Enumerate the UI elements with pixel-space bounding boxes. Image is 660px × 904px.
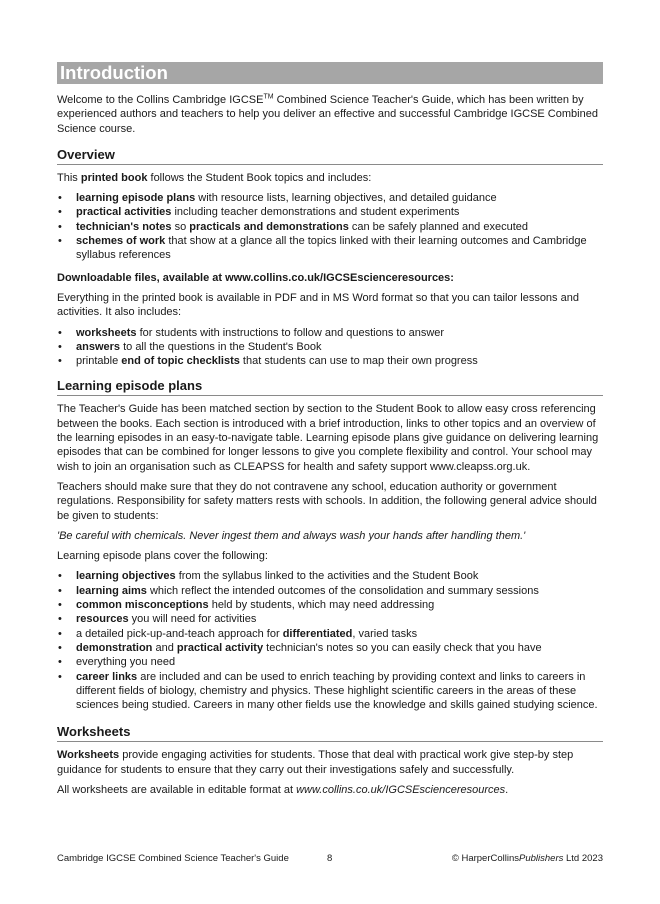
overview-lead: This printed book follows the Student Book topics and includes: xyxy=(57,171,372,184)
lep-paragraph-2: Teachers should make sure that they do not contravene any school, education authority or government regulations. Responsibility for safety matters rests with schools. In addition, the following general advice should be given to students: xyxy=(57,480,597,522)
list-item: • demonstration and practical activity technician's notes so you can easily check that you have xyxy=(57,641,603,655)
learning-episode-plans-heading: Learning episode plans xyxy=(57,378,603,396)
list-item: • answers to all the questions in the Student's Book xyxy=(57,340,603,354)
overview-list xyxy=(57,191,603,262)
list-item: • learning aims which reflect the intended outcomes of the consolidation and summary sessions xyxy=(57,584,603,598)
list-item: • learning episode plans with resource lists, learning objectives, and detailed guidance xyxy=(57,191,603,205)
list-item: • resources you will need for activities xyxy=(57,612,603,626)
title-bar xyxy=(57,62,603,84)
safety-quote: 'Be careful with chemicals. Never ingest them and always wash your hands after handling them.' xyxy=(57,529,526,542)
worksheets-paragraph-2: All worksheets are available in editable format at www.collins.co.uk/IGCSEscienceresources. xyxy=(57,783,509,796)
list-item: • common misconceptions held by students, which may need addressing xyxy=(57,598,603,612)
lep-list xyxy=(57,569,603,712)
page-footer xyxy=(57,853,603,865)
downloadable-text: Everything in the printed book is available in PDF and in MS Word format so that you can tailor lessons and activities. It also includes: xyxy=(57,291,579,319)
lep-cover-lead: Learning episode plans cover the following: xyxy=(57,550,268,563)
list-item: • career links are included and can be used to enrich teaching by providing context and links to careers in different fields of biology, chemistry and physics. These highlight scientific careers in the areas of these sciences being studied. Careers in many other fields use the knowledge and skills gained studying science. xyxy=(57,670,603,713)
resources-link[interactable]: www.collins.co.uk/IGCSEscienceresources xyxy=(296,783,506,796)
intro-paragraph: Welcome to the Collins Cambridge IGCSE™ Combined Science Teacher's Guide, which has been written by experienced authors and teachers to help you deliver an effective and successful Cambridge IGCSE Combined Science course. xyxy=(57,93,598,135)
page-title: Introduction xyxy=(60,62,168,83)
downloadable-heading: Downloadable files, available at www.collins.co.uk/IGCSEscienceresources: xyxy=(57,271,454,284)
list-item: • everything you need xyxy=(57,655,603,669)
list-item: • learning objectives from the syllabus linked to the activities and the Student Book xyxy=(57,569,603,583)
worksheets-paragraph-1: Worksheets provide engaging activities for students. Those that deal with practical work give step-by step guidance for students to ensure that they carry out their investigations safely and successfully. xyxy=(57,749,574,776)
list-item: • a detailed pick-up-and-teach approach for differentiated, varied tasks xyxy=(57,627,603,641)
worksheets-heading: Worksheets xyxy=(57,724,603,742)
list-item: • schemes of work that show at a glance all the topics linked with their learning outcomes and Cambridge syllabus references xyxy=(57,234,603,263)
page-content xyxy=(57,62,603,797)
footer-book-title: Cambridge IGCSE Combined Science Teacher's Guide xyxy=(57,853,289,864)
lep-paragraph-1: The Teacher's Guide has been matched section by section to the Student Book to allow easy cross referencing between the books. Each section is introduced with a brief introduction, links to other topics and an overview of the learning episodes in an easy-to-navigate table. Learning episode plans give guidance on delivering learning episodes that can be combined for longer lessons to give you complete flexibility and control. Your school may wish to join an organisation such as CLEAPSS for health and safety support www.cleapss.org.uk. xyxy=(57,403,599,473)
list-item: • worksheets for students with instructions to follow and questions to answer xyxy=(57,326,603,340)
list-item: • practical activities including teacher demonstrations and student experiments xyxy=(57,205,603,219)
page-number: 8 xyxy=(327,853,333,864)
downloadable-list xyxy=(57,326,603,369)
list-item: • technician's notes so practicals and demonstrations can be safely planned and executed xyxy=(57,220,603,234)
list-item: • printable end of topic checklists that students can use to map their own progress xyxy=(57,354,603,368)
footer-copyright: © HarperCollinsPublishers Ltd 2023 xyxy=(451,853,603,864)
overview-heading: Overview xyxy=(57,147,603,165)
